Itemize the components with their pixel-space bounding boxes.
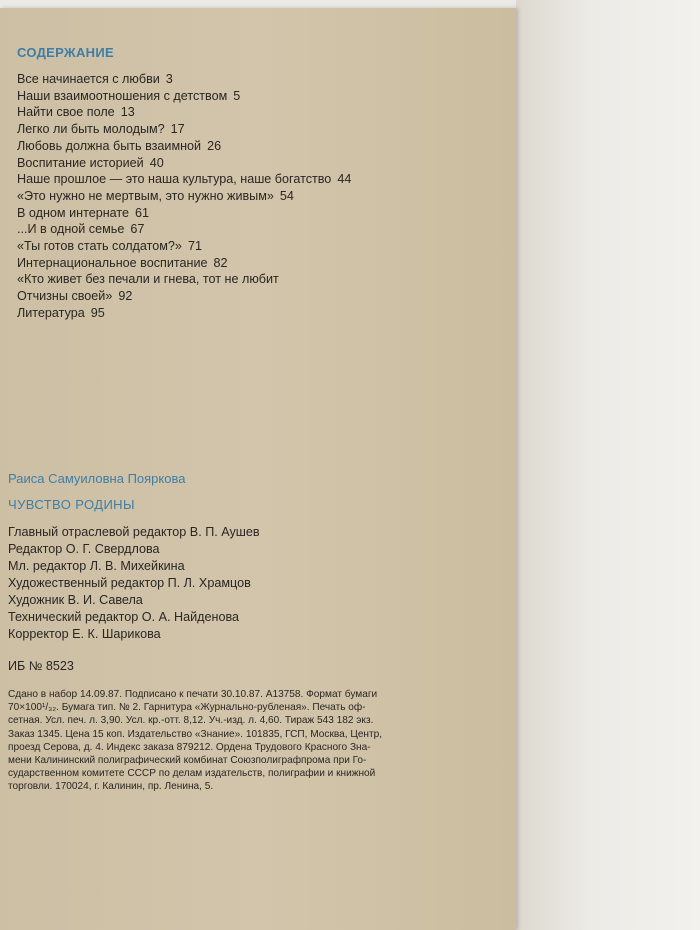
ib-number: ИБ № 8523	[8, 659, 74, 673]
toc-item	[17, 88, 351, 105]
toc-item-title: Воспитание историей	[17, 155, 144, 170]
credit-line: Художник В. И. Савела	[8, 593, 143, 607]
toc-item	[17, 121, 351, 138]
imprint-line: сетная. Усл. печ. л. 3,90. Усл. кр.-отт. 8,12. Уч.-изд. л. 4,60. Тираж 543 182 экз.	[8, 715, 374, 727]
toc-item-title: Интернациональное воспитание	[17, 255, 208, 270]
toc-item	[17, 221, 351, 238]
toc-item	[17, 305, 351, 322]
toc-item-title: «Ты готов стать солдатом?»	[17, 239, 182, 254]
toc-item-page: 13	[120, 105, 135, 120]
author-name: Раиса Самуиловна Пояркова	[8, 471, 186, 486]
imprint-line: Сдано в набор 14.09.87. Подписано к печати 30.10.87. А13758. Формат бумаги	[8, 689, 378, 700]
imprint-block	[8, 688, 494, 794]
toc-item	[17, 238, 351, 255]
toc-item-page: 40	[149, 155, 164, 170]
toc-item-page: 3	[165, 72, 173, 86]
credit-line: Мл. редактор Л. В. Михейкина	[8, 559, 185, 573]
toc-item	[17, 288, 351, 305]
toc-item-page: 26	[207, 138, 222, 153]
contents-heading: СОДЕРЖАНИЕ	[17, 45, 114, 60]
toc-item-title: Легко ли быть молодым?	[17, 122, 165, 137]
toc-item	[17, 155, 351, 172]
toc-item-title: Отчизны своей»	[17, 289, 113, 304]
toc-item-title: Любовь должна быть взаимной	[17, 138, 202, 153]
toc-item	[17, 104, 351, 121]
next-page-edge	[516, 0, 700, 930]
toc-item-title: Все начинается с любви	[17, 72, 160, 86]
credit-line: Технический редактор О. А. Найденова	[8, 610, 239, 624]
credits-list	[8, 524, 260, 643]
toc-item-title: В одном интернате	[17, 205, 130, 220]
toc-item-page: 44	[337, 172, 352, 187]
toc-item-title: «Кто живет без печали и гнева, тот не любит	[17, 272, 279, 287]
toc-item	[17, 71, 351, 88]
toc-item-page: 82	[213, 255, 228, 270]
toc-item	[17, 205, 351, 222]
toc-item-page: 61	[135, 205, 150, 220]
toc-item-title: ...И в одной семье	[17, 222, 125, 237]
imprint-line: мени Калининский полиграфический комбинат Союзполиграфпрома при Го-	[8, 755, 367, 767]
credit-line: Художественный редактор П. Л. Храмцов	[8, 576, 251, 590]
imprint-line: 70×100¹/₃₂. Бумага тип. № 2. Гарнитура «Журнально-рубленая». Печать оф-	[8, 702, 366, 714]
imprint-line: торговли. 170024, г. Калинин, пр. Ленина, 5.	[8, 781, 214, 793]
toc-item-page: 17	[170, 122, 185, 137]
imprint-line: проезд Серова, д. 4. Индекс заказа 879212. Ордена Трудового Красного Зна-	[8, 741, 371, 753]
toc-item-title: Найти свое поле	[17, 105, 115, 120]
toc-item-title: «Это нужно не мертвым, это нужно живым»	[17, 188, 274, 203]
toc-item-title: Наши взаимоотношения с детством	[17, 88, 228, 103]
toc-item	[17, 138, 351, 155]
book-title: ЧУВСТВО РОДИНЫ	[8, 497, 135, 512]
toc-item-page: 5	[233, 88, 241, 103]
toc-item-page: 95	[90, 305, 105, 320]
credit-line: Корректор Е. К. Шарикова	[8, 627, 161, 641]
credit-line: Редактор О. Г. Свердлова	[8, 542, 160, 556]
toc-item-title: Наше прошлое — это наша культура, наше богатство	[17, 172, 332, 187]
toc-item-page: 92	[118, 289, 133, 304]
toc-item	[17, 171, 351, 188]
toc-item-page: 54	[279, 188, 294, 203]
imprint-line: Заказ 1345. Цена 15 коп. Издательство «Знание». 101835, ГСП, Москва, Центр,	[8, 728, 383, 740]
toc-item-title: Литература	[17, 305, 85, 320]
imprint-line: сударственном комитете СССР по делам издательств, полиграфии и книжной	[8, 768, 376, 780]
toc-item	[17, 271, 351, 288]
toc-item-page: 71	[187, 239, 202, 254]
toc-item-page: 67	[130, 222, 145, 237]
table-of-contents	[17, 71, 351, 322]
toc-item	[17, 255, 351, 272]
toc-item	[17, 188, 351, 205]
credit-line: Главный отраслевой редактор В. П. Аушев	[8, 525, 260, 539]
